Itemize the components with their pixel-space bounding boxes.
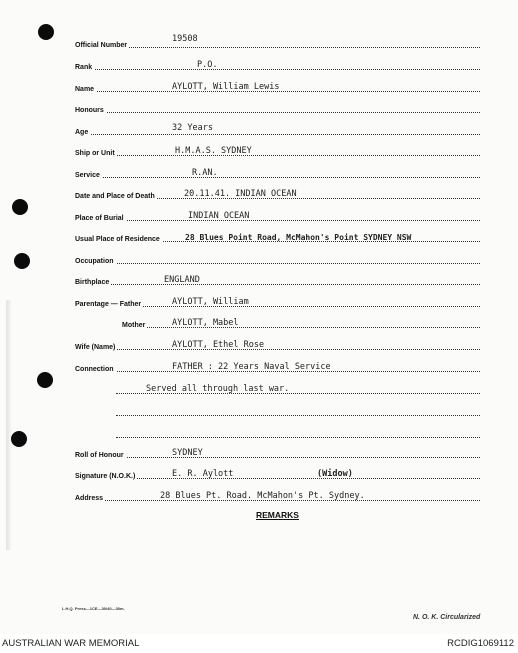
- wife-row: [75, 336, 480, 352]
- field-label: Usual Place of Residence: [75, 236, 160, 243]
- honours-row: [75, 99, 480, 115]
- footer-source: AUSTRALIAN WAR MEMORIAL: [2, 638, 140, 649]
- connection-value: FATHER : 22 Years Naval Service: [172, 362, 331, 372]
- father-row: [75, 293, 480, 309]
- father-value: AYLOTT, William: [172, 297, 249, 307]
- connection-row: [75, 358, 480, 374]
- archive-footer: [0, 634, 518, 653]
- age-value: 32 Years: [172, 123, 213, 133]
- field-label: Date and Place of Death: [75, 193, 155, 200]
- age-row: [75, 121, 480, 137]
- address-value: 28 Blues Pt. Road. McMahon's Pt. Sydney.: [160, 491, 365, 501]
- punch-hole: [11, 431, 27, 447]
- punch-hole: [37, 372, 53, 388]
- birthplace-row: [75, 271, 480, 287]
- punch-hole: [14, 253, 30, 269]
- punch-hole: [12, 199, 28, 215]
- burial-row: [75, 207, 480, 223]
- field-label: Mother: [122, 322, 146, 329]
- punch-hole: [38, 24, 54, 40]
- footer-id: RCDIG1069112: [447, 638, 514, 649]
- rank-value: P.O.: [197, 60, 218, 70]
- name-value: AYLOTT, William Lewis: [172, 82, 280, 92]
- field-label: Roll of Honour: [75, 452, 124, 459]
- connection-line: [116, 380, 480, 396]
- official-number-value: 19508: [172, 34, 198, 44]
- residence-value: 28 Blues Point Road, McMahon's Point SYDNEY NSW: [185, 233, 412, 242]
- field-label: Wife (Name): [75, 344, 116, 351]
- signature-row: [75, 465, 480, 481]
- official-number-row: [75, 34, 480, 50]
- nok-circularized-stamp: N. O. K. Circularized: [413, 614, 481, 621]
- address-row: [75, 487, 480, 503]
- ship-row: [75, 142, 480, 158]
- field-label: Official Number: [75, 42, 128, 49]
- field-label: Age: [75, 129, 89, 136]
- field-label: Birthplace: [75, 279, 110, 286]
- residence-row: [75, 228, 480, 244]
- wife-value: AYLOTT, Ethel Rose: [172, 340, 265, 350]
- field-label: Address: [75, 495, 104, 502]
- printer-imprint: L.H.Q. Press—1CE—30/40—30m.: [62, 606, 125, 611]
- roll-of-honour-row: [75, 444, 480, 460]
- occupation-row: [75, 250, 480, 266]
- service-value: R.AN.: [192, 168, 218, 178]
- signature-note: (Widow): [317, 469, 353, 479]
- death-row: [75, 185, 480, 201]
- connection-line: [116, 424, 480, 440]
- field-label: Ship or Unit: [75, 150, 115, 157]
- death-value: 20.11.41. INDIAN OCEAN: [184, 189, 297, 199]
- field-label: Service: [75, 172, 100, 179]
- remarks-heading: REMARKS: [256, 510, 299, 520]
- rank-row: [75, 56, 480, 72]
- mother-row: [75, 314, 480, 330]
- connection-line: [116, 402, 480, 418]
- burial-value: INDIAN OCEAN: [188, 211, 250, 221]
- birthplace-value: ENGLAND: [164, 275, 200, 285]
- field-label: Parentage — Father: [75, 301, 142, 308]
- name-row: [75, 78, 480, 94]
- signature-value: E. R. Aylott: [172, 469, 234, 479]
- field-label: Rank: [75, 64, 93, 71]
- field-label: Signature (N.O.K.): [75, 473, 136, 480]
- field-label: Connection: [75, 366, 114, 373]
- service-row: [75, 164, 480, 180]
- field-label: Name: [75, 86, 95, 93]
- roll-of-honour-value: SYDNEY: [172, 448, 203, 458]
- field-label: Honours: [75, 107, 104, 114]
- field-label: Occupation: [75, 258, 114, 265]
- connection-line-text: Served all through last war.: [146, 384, 290, 394]
- mother-value: AYLOTT, Mabel: [172, 318, 239, 328]
- field-label: Place of Burial: [75, 215, 124, 222]
- ship-value: H.M.A.S. SYDNEY: [175, 146, 252, 156]
